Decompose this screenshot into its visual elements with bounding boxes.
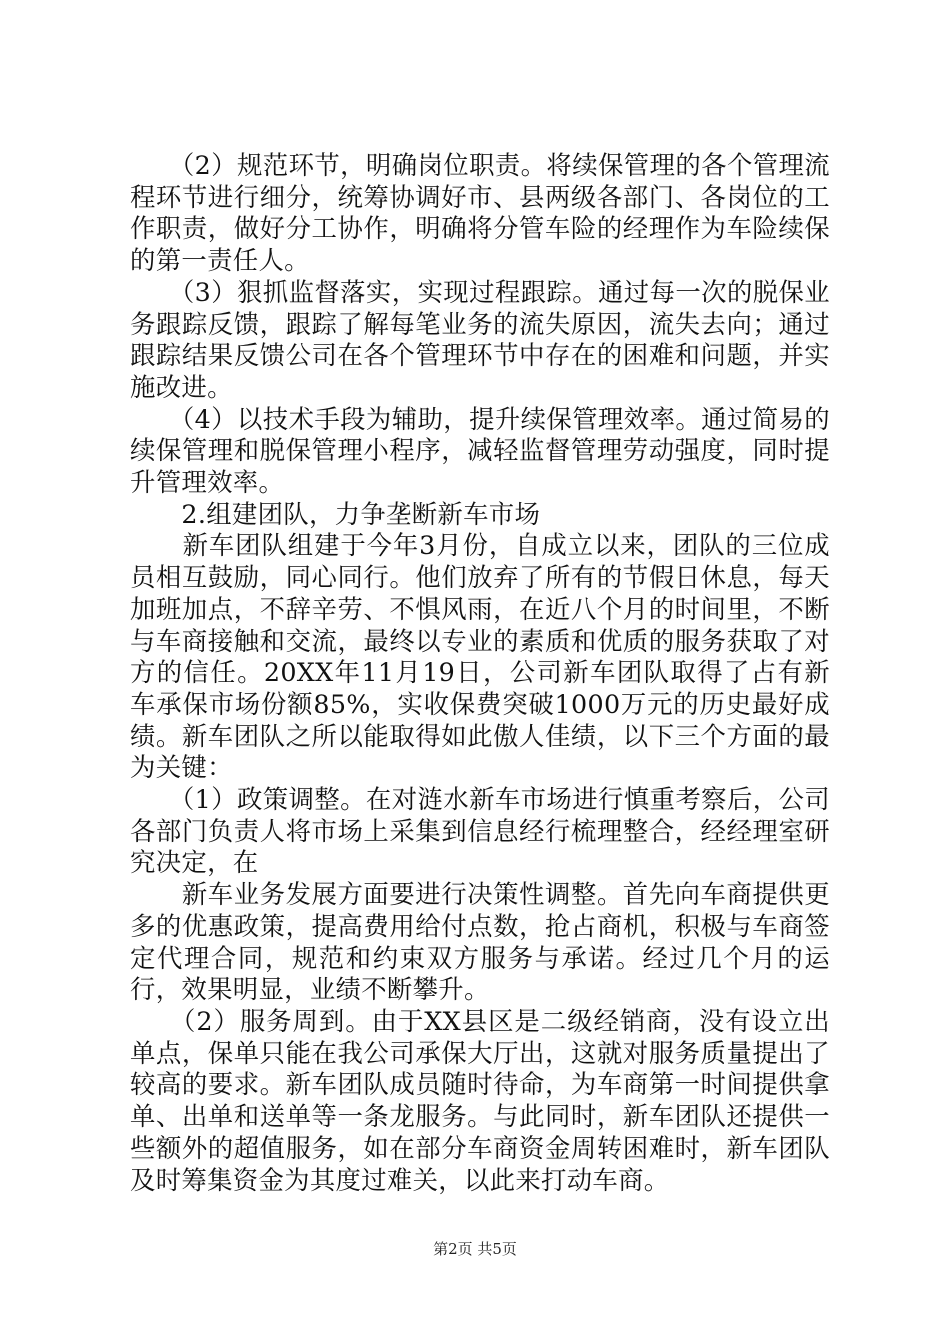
paragraph-new-car-business: 新车业务发展方面要进行决策性调整。首先向车商提供更多的优惠政策，提高费用给付点数，抢占商机，积极与车商签定代理合同，规范和约束双方服务与承诺。经过几个月的运行，效果明显，业绩不断攀升。 — [130, 879, 830, 1005]
paragraph-new-car-team-intro: 新车团队组建于今年3月份，自成立以来，团队的三位成员相互鼓励，同心同行。他们放弃了所有的节假日休息，每天加班加点，不辞辛劳、不惧风雨，在近八个月的时间里，不断与车商接触和交流，最终以专业的素质和优质的服务获取了对方的信任。20XX年11月19日，公司新车团队取得了占有新车承保市场份额85%，实收保费突破1000万元的历史最好成绩。新车团队之所以能取得如此傲人佳绩，以下三个方面的最为关键： — [130, 530, 830, 783]
document-body — [130, 150, 830, 1196]
section-heading-new-car-team: 2.组建团队，力争垄断新车市场 — [130, 498, 541, 529]
paragraph-service: （2）服务周到。由于XX县区是二级经销商，没有设立出单点，保单只能在我公司承保大厅出，这就对服务质量提出了较高的要求。新车团队成员随时待命，为车商第一时间提供拿单、出单和送单等一条龙服务。与此同时，新车团队还提供一些额外的超值服务，如在部分车商资金周转困难时，新车团队及时筹集资金为其度过难关，以此来打动车商。 — [130, 1005, 830, 1195]
paragraph-renewal-technology: （4）以技术手段为辅助，提升续保管理效率。通过简易的续保管理和脱保管理小程序，减轻监督管理劳动强度，同时提升管理效率。 — [130, 403, 830, 498]
paragraph-policy-adjustment: （1）政策调整。在对涟水新车市场进行慎重考察后，公司各部门负责人将市场上采集到信息经行梳理整合，经经理室研究决定，在 — [130, 784, 830, 878]
page-number-footer: 第2页 共5页 — [433, 1240, 517, 1258]
paragraph-renewal-supervision: （3）狠抓监督落实，实现过程跟踪。通过每一次的脱保业务跟踪反馈，跟踪了解每笔业务的流失原因，流失去向；通过跟踪结果反馈公司在各个管理环节中存在的困难和问题，并实施改进。 — [130, 276, 830, 402]
paragraph-renewal-standardize: （2）规范环节，明确岗位职责。将续保管理的各个管理流程环节进行细分，统筹协调好市、县两级各部门、各岗位的工作职责，做好分工协作，明确将分管车险的经理作为车险续保的第一责任人。 — [130, 150, 830, 276]
